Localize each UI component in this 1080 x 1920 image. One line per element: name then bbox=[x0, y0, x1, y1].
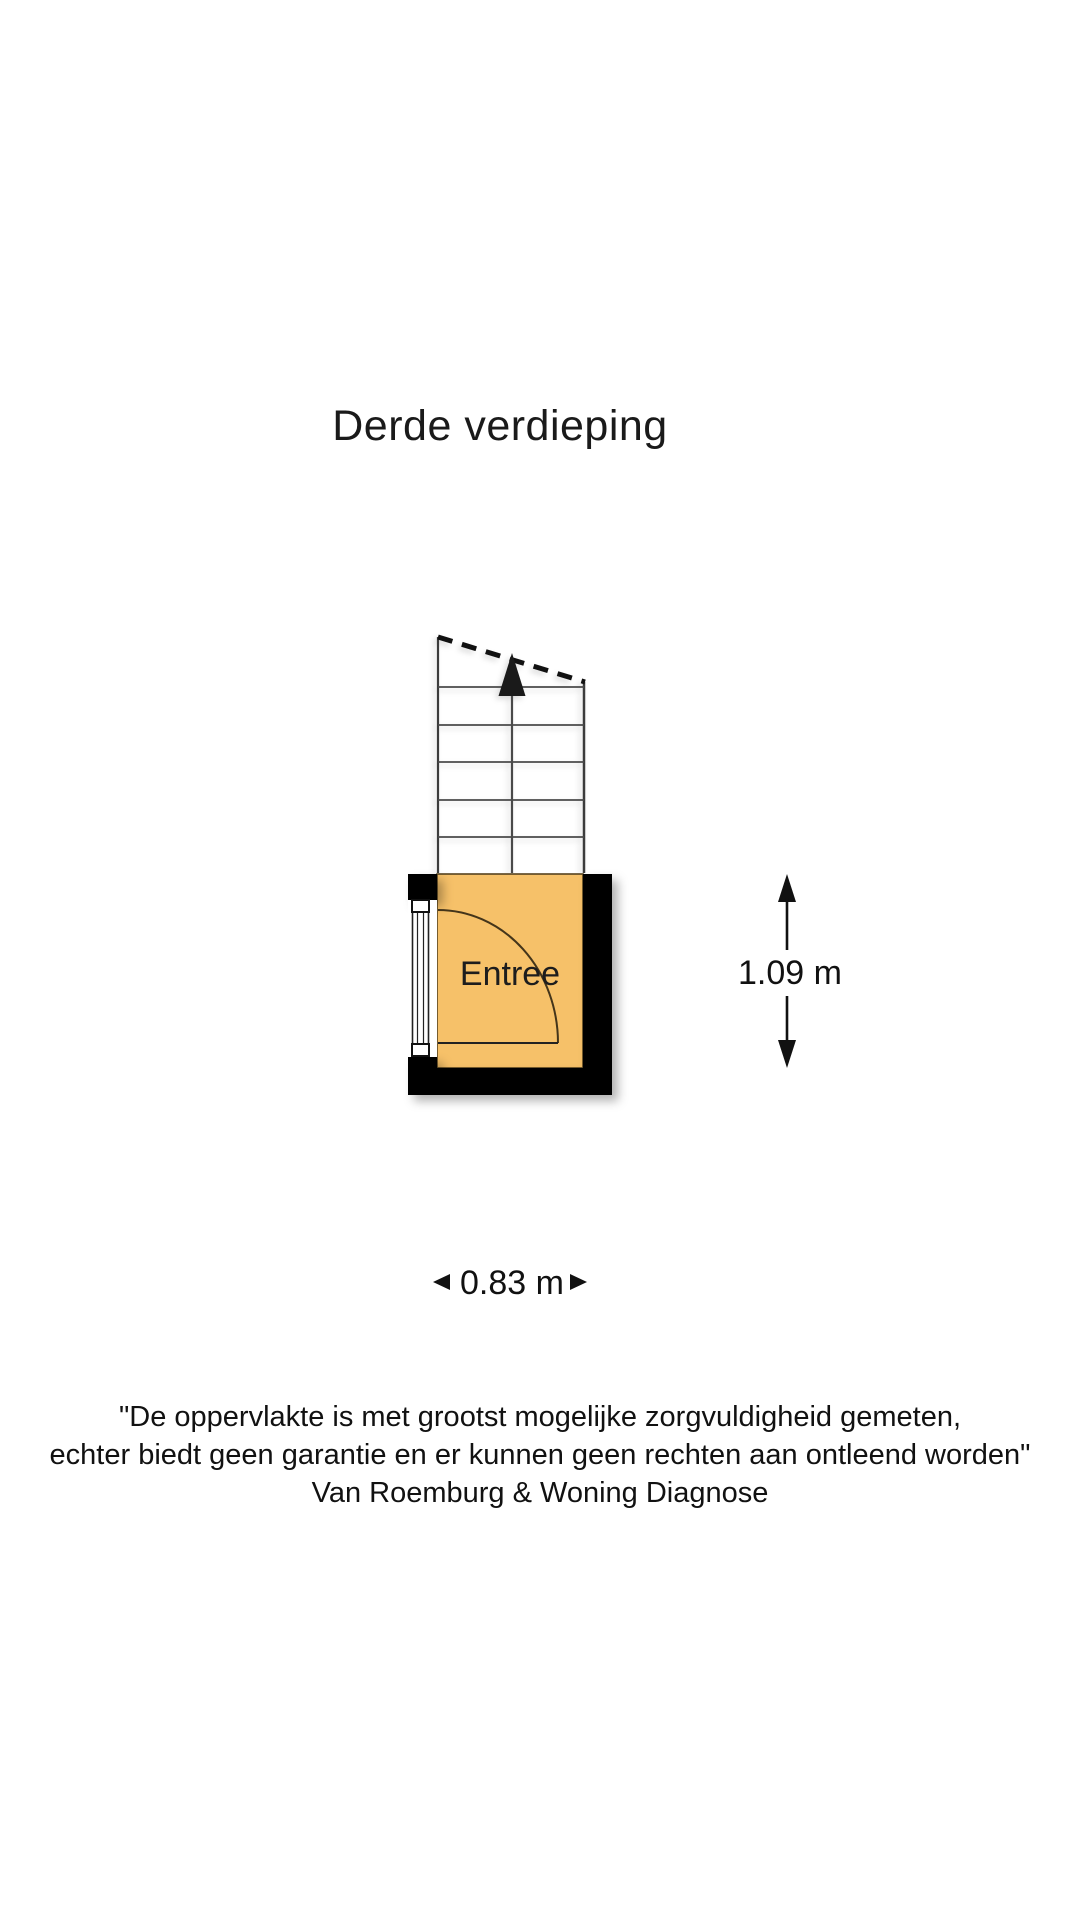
door-frame bbox=[408, 900, 437, 1057]
wall-bottom bbox=[408, 1068, 612, 1095]
dimension-arrow-left-icon bbox=[433, 1274, 450, 1290]
dimension-horizontal-label: 0.83 m bbox=[460, 1264, 564, 1302]
disclaimer-line-3: Van Roemburg & Woning Diagnose bbox=[311, 1477, 769, 1509]
dimension-vertical bbox=[738, 874, 842, 1068]
door-post-bottom bbox=[412, 1044, 429, 1056]
dimension-vertical-label: 1.09 m bbox=[738, 954, 842, 992]
dimension-arrow-right-icon bbox=[570, 1274, 587, 1290]
disclaimer-line-2: echter biedt geen garantie en er kunnen geen rechten aan ontleend worden" bbox=[49, 1439, 1031, 1471]
wall-right bbox=[583, 874, 612, 1095]
wall-left-top bbox=[408, 874, 437, 900]
stair-up-arrow-icon bbox=[499, 653, 526, 696]
disclaimer bbox=[0, 1398, 1080, 1512]
dimension-arrow-down-icon bbox=[778, 1040, 796, 1068]
door-post-top bbox=[412, 900, 429, 912]
disclaimer-line-1: "De oppervlakte is met grootst mogelijke zorgvuldigheid gemeten, bbox=[118, 1401, 962, 1433]
room-label-entree: Entree bbox=[459, 955, 561, 993]
page-title: Derde verdieping bbox=[332, 402, 668, 450]
dimension-arrow-up-icon bbox=[778, 874, 796, 902]
staircase bbox=[438, 637, 585, 873]
dimension-horizontal bbox=[433, 1264, 587, 1302]
